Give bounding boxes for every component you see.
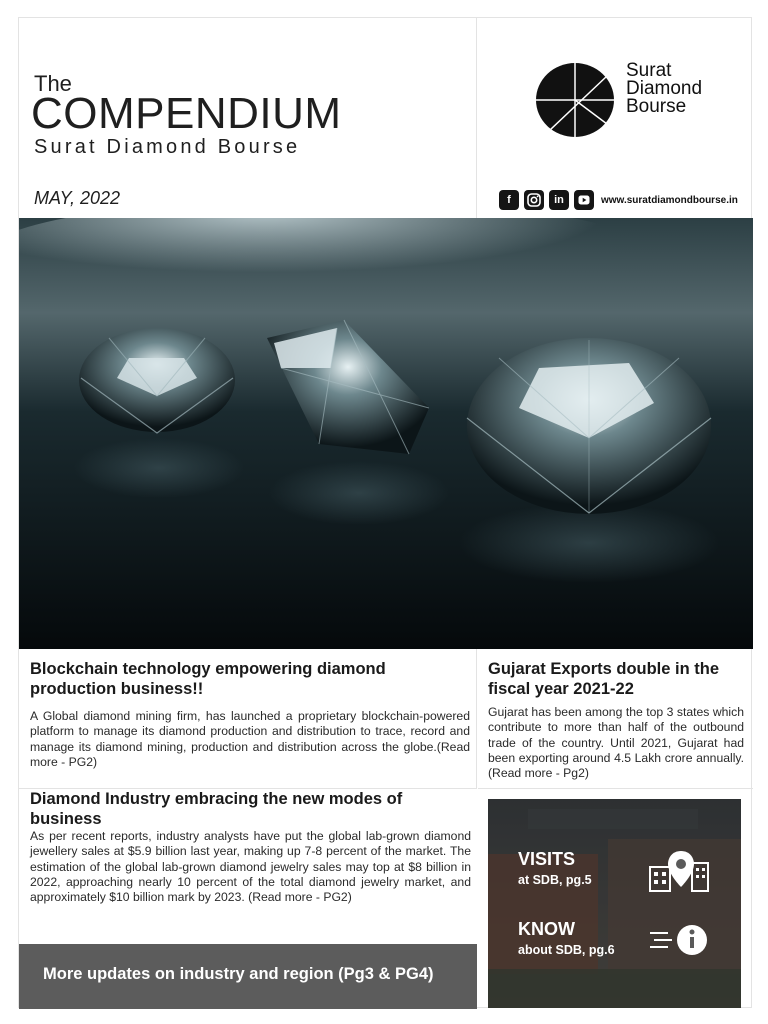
instagram-icon[interactable]	[524, 190, 544, 210]
article-title: Blockchain technology empowering diamond production business!!	[30, 660, 386, 698]
know-label: KNOW	[518, 919, 575, 939]
location-building-icon	[648, 849, 710, 893]
know-sub: about SDB, pg.6	[518, 943, 615, 957]
article-title: Diamond Industry embracing the new modes of business	[30, 790, 403, 828]
more-updates-banner[interactable]	[19, 944, 477, 1009]
more-updates-text: More updates on industry and region (Pg3 & PG4)	[43, 965, 434, 983]
brand-panel	[478, 18, 753, 218]
info-speed-icon	[648, 923, 710, 957]
masthead-subtitle: Surat Diamond Bourse	[34, 136, 301, 158]
brand-name-line1: Surat	[626, 60, 672, 81]
building-photo	[488, 799, 741, 1008]
article-title: Gujarat Exports double in the fiscal year 2021-22	[488, 660, 720, 698]
article-body: Gujarat has been among the top 3 states which contribute to more than half of the outbound trade of the country. Until 2021, Gujarat had been exporting around 4.5 Lakh crore annually. (Read more - Pg2)	[488, 705, 744, 781]
linkedin-icon[interactable]: in	[549, 190, 569, 210]
social-links	[499, 190, 738, 210]
brand-name	[626, 62, 702, 116]
visits-label: VISITS	[518, 849, 576, 869]
sdb-logo-icon	[535, 62, 615, 138]
diamonds-photo	[19, 218, 753, 649]
article-blockchain	[19, 649, 477, 789]
masthead-title: COMPENDIUM	[31, 89, 342, 138]
article-body: As per recent reports, industry analysts have put the global lab-grown diamond jewellery sales at $5.9 billion last year, making up 7-8 percent of the market. The estimation of the global lab-grown diamond jewelry sales may top at $8 billion in 2022, approaching nearly 10 percent of the total diamond jewelry market, and approximately $10 billion mark by 2023. (Read more - PG2)	[30, 829, 471, 905]
youtube-icon[interactable]	[574, 190, 594, 210]
header	[19, 18, 753, 218]
article-diamond-industry	[19, 789, 477, 944]
brand-name-line2: Diamond	[626, 78, 703, 99]
issue-date: MAY, 2022	[34, 188, 121, 208]
website-link[interactable]: www.suratdiamondbourse.in	[601, 194, 738, 206]
masthead-the: The	[34, 71, 72, 96]
visits-sub: at SDB, pg.5	[518, 873, 592, 887]
newsletter-page	[18, 17, 752, 1008]
article-gujarat-exports	[478, 649, 753, 789]
article-body: A Global diamond mining firm, has launched a proprietary blockchain-powered platform to manage its diamond production and distribution to trace, record and manage its diamond mining, production and distribution across the globe.(Read more - PG2)	[30, 709, 470, 769]
sdb-promo-box[interactable]	[488, 799, 741, 1008]
hero-diamonds-image	[19, 218, 753, 649]
brand-name-line3: Bourse	[626, 96, 687, 117]
facebook-icon[interactable]: f	[499, 190, 519, 210]
masthead	[19, 18, 477, 218]
